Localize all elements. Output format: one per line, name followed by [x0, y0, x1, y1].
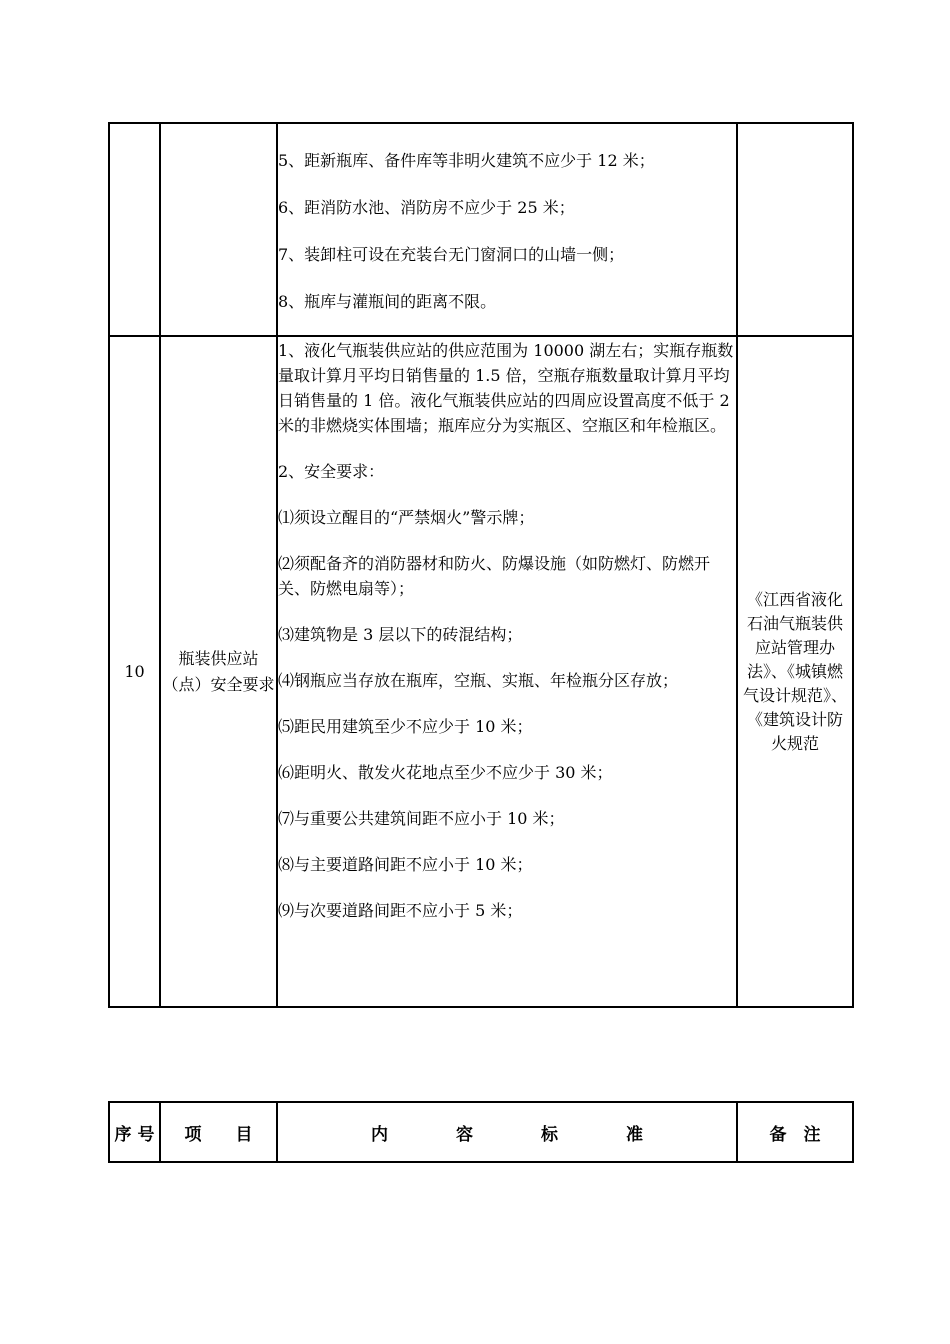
- header-note: 备 注: [737, 1102, 853, 1162]
- content-line: 7、装卸柱可设在充装台无门窗洞口的山墙一侧；: [278, 245, 625, 264]
- requirement-item: ⑷钢瓶应当存放在瓶库，空瓶、实瓶、年检瓶分区存放；: [278, 671, 679, 690]
- requirement-item: ⑶建筑物是 3 层以下的砖混结构；: [278, 625, 523, 644]
- row-content-cell: [277, 336, 737, 1007]
- requirement-item: ⑻与主要道路间距不应小于 10 米；: [278, 855, 533, 874]
- standards-table: [108, 122, 854, 1008]
- row-item-cell: 瓶装供应站（点）安全要求: [160, 336, 277, 1007]
- content-line: 5、距新瓶库、备件库等非明火建筑不应少于 12 米；: [278, 151, 655, 170]
- table-row-10: [109, 336, 853, 1007]
- header-number: 序 号: [109, 1102, 160, 1162]
- header-row: [109, 1102, 853, 1162]
- row-number-cell: 10: [109, 336, 160, 1007]
- content-intro: 1、液化气瓶装供应站的供应范围为 10000 湖左右；实瓶存瓶数量取计算月平均日销售量的 1.5 倍，空瓶存瓶数量取计算月平均日销售量的 1 倍。液化气瓶装供应站的四周应设置高度不低于 2 米的非燃烧实体围墙；瓶库应分为实瓶区、空瓶区和年检瓶区。: [278, 341, 734, 435]
- header-item: 项 目: [160, 1102, 277, 1162]
- table-row-continuation: [109, 123, 853, 336]
- table-header: [108, 1101, 854, 1163]
- row-note-cell: [737, 123, 853, 336]
- row-number-cell: [109, 123, 160, 336]
- content-line: 6、距消防水池、消防房不应少于 25 米；: [278, 198, 575, 217]
- row-content-cell: [277, 123, 737, 336]
- requirement-item: ⑵须配备齐的消防器材和防火、防爆设施（如防燃灯、防燃开关、防燃电扇等）；: [278, 554, 711, 598]
- requirement-item: ⑼与次要道路间距不应小于 5 米；: [278, 901, 523, 920]
- row-note-cell: 《江西省液化石油气瓶装供应站管理办法》、《城镇燃气设计规范》、《建筑设计防火规范: [737, 336, 853, 1007]
- requirement-item: ⑺与重要公共建筑间距不应小于 10 米；: [278, 809, 565, 828]
- requirement-item: ⑹距明火、散发火花地点至少不应少于 30 米；: [278, 763, 613, 782]
- header-content: 内 容 标 准: [277, 1102, 737, 1162]
- content-line: 8、瓶库与灌瓶间的距离不限。: [278, 292, 497, 311]
- row-item-cell: [160, 123, 277, 336]
- requirement-item: ⑸距民用建筑至少不应少于 10 米；: [278, 717, 533, 736]
- requirements-title: 2、安全要求：: [278, 462, 385, 481]
- requirement-item: ⑴须设立醒目的“严禁烟火”警示牌；: [278, 508, 535, 527]
